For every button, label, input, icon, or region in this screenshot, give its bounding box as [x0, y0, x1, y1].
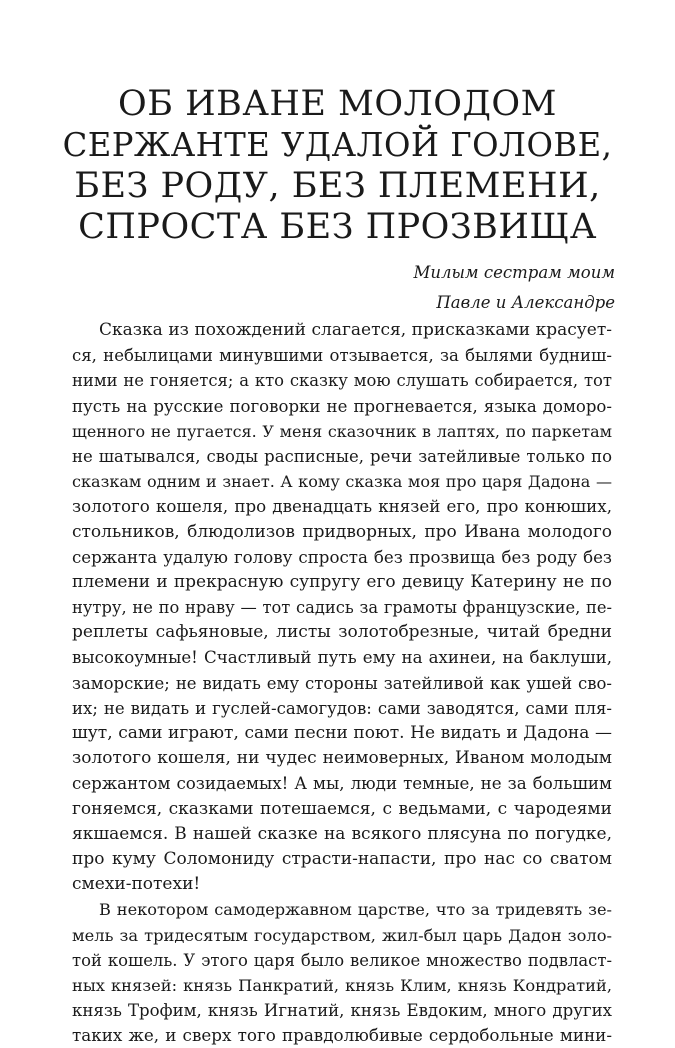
chapter-title: [60, 84, 615, 248]
chapter-title-line: СЕРЖАНТЕ УДАЛОЙ ГОЛОВЕ,: [62, 126, 613, 164]
chapter-title-line: БЕЗ РОДУ, БЕЗ ПЛЕМЕНИ,: [74, 166, 601, 206]
text-line: их; не видать и гуслей-самогудов: сами заводятся, сами пля-: [72, 698, 612, 718]
text-line: якшаемся. В нашей сказке на всякого плясуна по погудке,: [72, 823, 612, 844]
text-line: не шатывался, своды расписные, речи затейливые только по: [72, 446, 612, 466]
text-line: мель за тридесятым государством, жил-был царь Дадон золо-: [72, 925, 612, 945]
text-line: сказкам одним и знает. А кому сказка моя про царя Дадона —: [72, 472, 612, 492]
body-text: [72, 318, 612, 1048]
dedication-line: Милым сестрам моим: [413, 263, 615, 282]
text-line: реплеты сафьяновые, листы золотобрезные, читай бредни: [72, 622, 612, 643]
text-line: золотого кошеля, про двенадцать князей его, про конюших,: [72, 497, 612, 517]
text-line: таких же, и сверх того правдолюбивые сердобольные мини-: [72, 1025, 612, 1046]
text-line: шут, сами играют, сами песни поют. Не видать и Дадона —: [72, 723, 612, 743]
dedication-line: Павле и Александре: [436, 293, 615, 312]
text-line: стольников, блюдолизов придворных, про Ивана молодого: [72, 521, 612, 542]
text-line: ных князей: князь Панкратий, князь Клим, князь Кондратий,: [72, 975, 612, 995]
text-line: про куму Соломониду страсти-напасти, про нас со сватом: [72, 848, 612, 869]
text-line: заморские; не видать ему стороны затейливой как ушей сво-: [72, 673, 612, 693]
text-line: золотого кошеля, ни чудес неимоверных, Иваном молодым: [72, 748, 612, 769]
text-line: смехи-потехи!: [72, 874, 201, 895]
text-line: высокоумные! Счастливый путь ему на ахинеи, на баклуши,: [72, 648, 612, 668]
dedication: [413, 258, 615, 318]
text-line: сержанта удалую голову спроста без прозвища без роду без: [72, 547, 612, 567]
text-line: племени и прекрасную супругу его девицу Катерину не по: [72, 571, 612, 592]
chapter-title-line: ОБ ИВАНЕ МОЛОДОМ: [118, 84, 557, 124]
text-line: сержантом созидаемых! А мы, люди темные, не за большим: [72, 774, 612, 794]
text-line: пусть на русские поговорки не прогневается, языка доморо-: [72, 396, 612, 416]
text-line: Сказка из похождений слагается, присказками красует-: [99, 320, 612, 340]
text-line: князь Трофим, князь Игнатий, князь Евдоким, много других: [72, 1001, 612, 1021]
text-line: гоняемся, сказками потешаемся, с ведьмами, с чародеями: [72, 798, 612, 819]
text-line: щенного не пугается. У меня сказочник в лаптях, по паркетам: [72, 421, 612, 441]
text-line: нутру, не по нраву — тот садись за грамоты французские, пе-: [72, 598, 612, 618]
chapter-title-line: СПРОСТА БЕЗ ПРОЗВИЩА: [78, 207, 597, 247]
text-line: В некотором самодержавном царстве, что за тридевять зе-: [99, 900, 612, 920]
text-line: ними не гоняется; а кто сказку мою слушать собирается, тот: [72, 371, 612, 391]
text-line: ся, небылицами минувшими отзывается, за былями будниш-: [72, 346, 612, 366]
text-line: той кошель. У этого царя было великое множество подвласт-: [72, 950, 612, 970]
